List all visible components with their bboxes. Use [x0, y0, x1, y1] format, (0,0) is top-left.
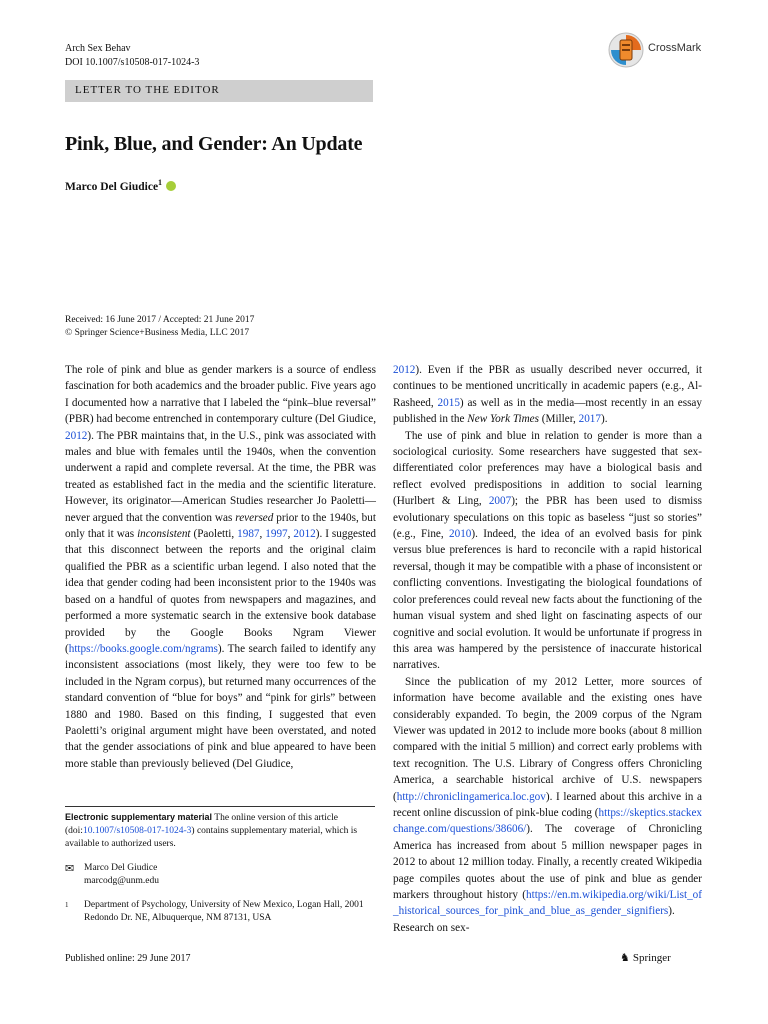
citation-link[interactable]: 2017	[578, 413, 601, 426]
publisher-name: Springer	[632, 952, 671, 964]
received-accepted: Received: 16 June 2017 / Accepted: 21 June 2017	[65, 315, 255, 325]
citation-link[interactable]: 2010	[449, 528, 472, 541]
contact-email[interactable]: marcodg@unm.edu	[84, 876, 159, 886]
supplementary-note: Electronic supplementary material The online version of this article (doi:10.1007/s10508-017-1024-3) contains supplementary material, which is available to authorized users.	[65, 812, 358, 849]
body-column-left	[65, 362, 376, 772]
paragraph: 2012). Even if the PBR as usually described never occurred, it continues to be mentioned uncritically in academic papers (e.g., Al-Rasheed, 2015) as well as in the media—most recently in an essay published in the New York Times (Miller, 2017).	[393, 364, 702, 426]
paragraph: The role of pink and blue as gender markers is a source of endless fascination for both academics and the broader public. Five years ago I documented how a narrative that I labeled the “pink–blue reversal” (PBR) had become entrenched in contemporary culture (Del Giudice, 2012). The PBR maintains that, in the U.S., pink was associated with males and blue with females until the 1940s, when the convention underwent a rapid and complete reversal. At the time, the PBR was treated as established fact in the media and the scientific literature. However, its originator—American Studies researcher Jo Paoletti—never argued that the convention was reversed prior to the 1940s, but only that it was inconsistent (Paoletti, 1987, 1997, 2012). I suggested that this disconnect between the reports and the original claim qualified the PBR as a scientific urban legend. I also noted that the idea that gender coding had been inconsistent prior to the 1940s was based on a handful of quotes from newspapers and magazines, and performed a more systematic search in the extensive book database provided by the Google Books Ngram Viewer (https://books.google.com/ngrams). The search failed to identify any inconsistent associations (most likely, they were too few to be included in the Ngram corpus), but returned many occurrences of the standard convention of “blue for boys” and “pink for girls” between 1880 and 1980. Based on this finding, I suggested that even Paoletti’s original argument might have been overstated, and noted that the gender associations of pink and blue appeared to have been more stable than previously believed (Del Giudice,	[65, 364, 377, 770]
article-category: LETTER TO THE EDITOR	[75, 84, 220, 96]
citation-link[interactable]: 2007	[488, 495, 512, 508]
chronicling-america-link[interactable]: http://chroniclingamerica.loc.gov	[396, 790, 546, 803]
body-column-right	[393, 362, 702, 936]
author-line	[65, 178, 176, 193]
wikipedia-link[interactable]: https://en.m.wikipedia.org/wiki/List_of_historical_sources_for_pink_and_blue_as_gender_signifiers	[393, 889, 702, 918]
citation-link[interactable]: 2012	[65, 429, 88, 442]
citation-link[interactable]: 1987	[237, 528, 260, 541]
citation-link[interactable]: 2012	[393, 364, 416, 376]
crossmark-label: CrossMark	[648, 42, 702, 54]
contact-name: Marco Del Giudice	[84, 863, 158, 873]
crossmark-badge[interactable]	[608, 32, 708, 68]
paragraph: Since the publication of my 2012 Letter, more sources of information have become available and the existing ones have considerably expanded. To begin, the 2009 corpus of the Ngram Viewer was updated in 2012 to include more books (about 8 million compared with the initial 5 million) and correct early problems with text recognition. The U.S. Library of Congress offers Chronicling America, a searchable historical archive of U.S. newspapers (http://chroniclingamerica.loc.gov). I learned about this archive in a recent online discussion of pink-blue coding (https://skeptics.stackexchange.com/questions/38606/). The coverage of Chronicling America has increased from about 5 million newspaper pages in 2012 to about 12 million today. Finally, a recently created Wikipedia page compiles quotes about the use of pink and blue as gender markers throughout history (https://en.m.wikipedia.org/wiki/List_of_historical_sources_for_pink_and_blue_as_gender_signifiers). Research on sex-	[393, 675, 702, 934]
envelope-icon: ✉	[65, 862, 75, 875]
affil-number: 1	[65, 901, 69, 909]
affil-text: Department of Psychology, University of New Mexico, Logan Hall, 2001 Redondo Dr. NE, Albuquerque, NM 87131, USA	[84, 900, 364, 923]
journal-name: Arch Sex Behav	[65, 43, 131, 54]
author-affil-marker: 1	[158, 178, 163, 187]
citation-link[interactable]: 1997	[265, 528, 288, 541]
footnote-divider	[65, 806, 375, 807]
article-title: Pink, Blue, and Gender: An Update	[65, 133, 363, 155]
springer-horse-icon: ♞	[620, 951, 630, 964]
article-doi: DOI 10.1007/s10508-017-1024-3	[65, 57, 200, 68]
article-dates	[65, 314, 254, 340]
supplementary-label: Electronic supplementary material	[65, 812, 213, 822]
citation-link[interactable]: 2012	[293, 528, 316, 541]
citation-link[interactable]: 2015	[437, 396, 460, 409]
paragraph: The use of pink and blue in relation to gender is more than a sociological curiosity. Some researchers have suggested that sex-differentiated color preferences may have a biological basis and reflect evolved predispositions in addition to social learning (Hurlbert & Ling, 2007); the PBR has been used to dismiss evolutionary speculations on this topic as baseless “just so stories” (e.g., Fine, 2010). Indeed, the idea of an evolved basis for pink versus blue preferences is hard to reconcile with a rapid historical reversal, though it may be compatible with a phase of inconsistent or conflicting conventions. Investigating the biological foundations of color preferences could reveal new facts about the functioning of the human visual system and shed light on fascinating aspects of our cognitive and social evolution. It would be unfortunate if progress in this area was hampered by the persistence of inaccurate historical narratives.	[393, 429, 702, 672]
stackexchange-link[interactable]: https://skeptics.stackexchange.com/questions/38606/	[393, 806, 702, 836]
copyright: © Springer Science+Business Media, LLC 2017	[65, 328, 250, 338]
orcid-icon[interactable]	[166, 181, 176, 191]
supplementary-doi-link[interactable]: 10.1007/s10508-017-1024-3	[82, 826, 192, 836]
publisher-mark[interactable]	[620, 951, 671, 964]
article-category-band	[65, 80, 373, 102]
journal-header	[65, 42, 199, 70]
published-date: Published online: 29 June 2017	[65, 953, 191, 964]
ngrams-link[interactable]: https://books.google.com/ngrams	[68, 642, 218, 655]
author-name[interactable]: Marco Del Giudice	[65, 180, 159, 193]
crossmark-icon	[608, 32, 644, 68]
